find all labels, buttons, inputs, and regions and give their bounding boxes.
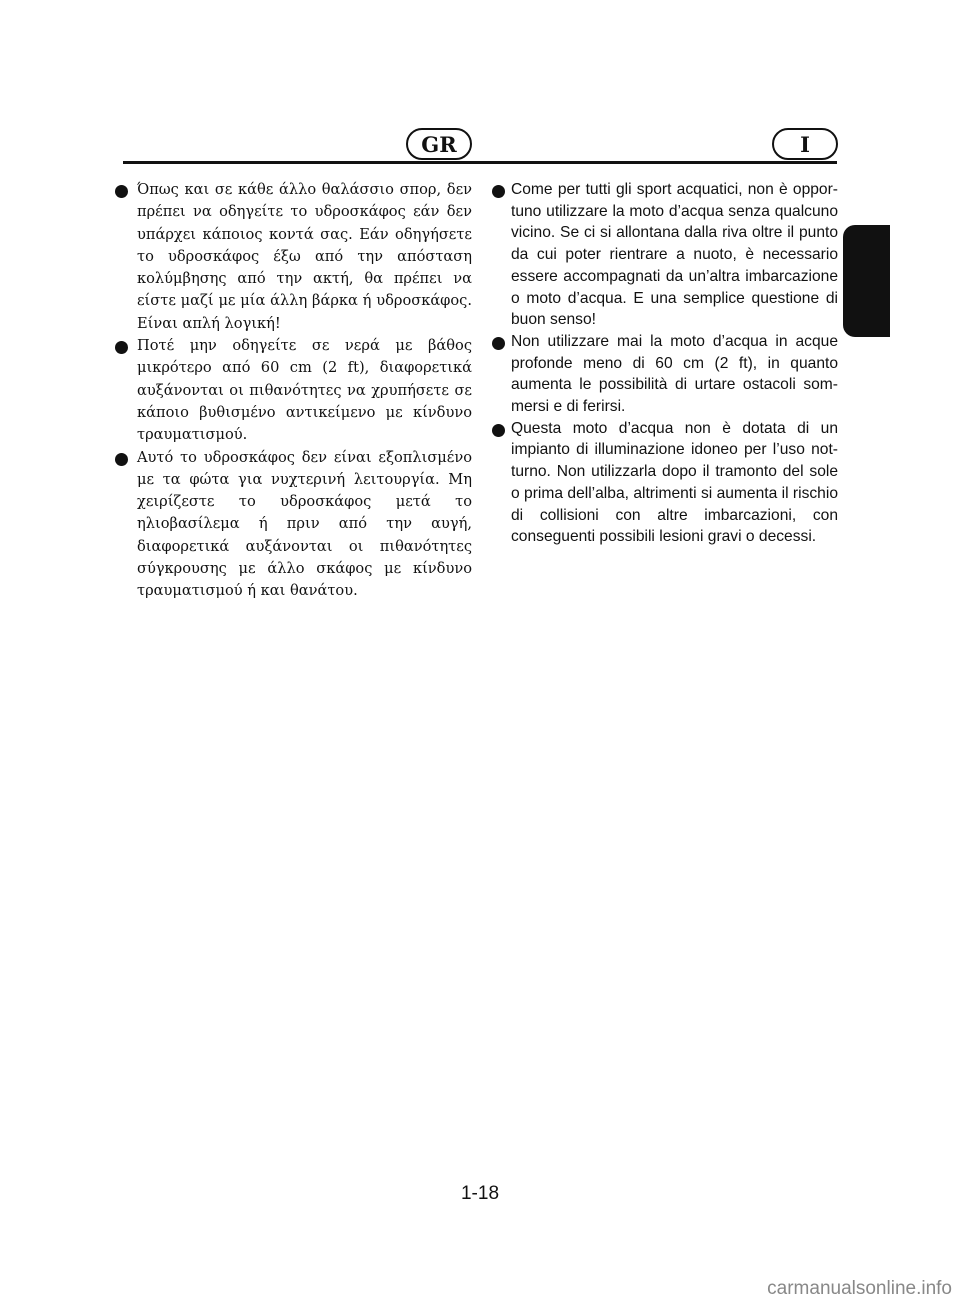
language-badge-italian: I <box>772 128 838 160</box>
bullet-icon <box>115 453 128 466</box>
italian-column <box>511 179 838 548</box>
bullet-icon <box>492 337 505 350</box>
greek-item-text: Όπως και σε κάθε άλλο θαλάσσιο σπορ, δεν πρέπει να οδηγείτε το υδροσκάφος εάν δεν υπάρχει κάποιος κοντά σας. Εάν οδηγήσετε το υδροσκάφος έξω από την απόσταση κολύμβησης από την ακτή, θα πρέπει να είστε μαζί με μία άλλη βάρκα ή υδροσκάφος. Είναι απλή λογική! <box>137 181 472 332</box>
greek-bullet-item <box>137 179 472 335</box>
bullet-icon <box>492 424 505 437</box>
italian-item-text: Non utilizzare mai la moto d’acqua in acque profonde meno di 60 cm (2 ft), in quanto aumenta le possibilità di urtare ostacoli sommersi e di ferirsi. <box>511 332 838 416</box>
section-tab-marker <box>843 225 890 337</box>
greek-column <box>137 179 472 603</box>
bullet-icon <box>115 341 128 354</box>
header-rule <box>123 161 837 164</box>
bullet-icon <box>492 185 505 198</box>
bullet-icon <box>115 185 128 198</box>
language-badge-greek: GR <box>406 128 472 160</box>
italian-bullet-item <box>511 418 838 548</box>
page-number: 1-18 <box>460 1183 500 1204</box>
watermark: carmanualsonline.info <box>767 1278 952 1299</box>
italian-item-text: Come per tutti gli sport acquatici, non è opportuno utilizzare la moto d’acqua senza qualcuno vicino. Se ci si allontana dalla riva oltre il punto da cui poter rientrare a nuoto, è necessario essere accompagnati da un’altra imbarcazione o moto d’acqua. E una semplice questione di buon senso! <box>511 181 838 329</box>
greek-item-text: Αυτό το υδροσκάφος δεν είναι εξοπλισμένο με τα φώτα για νυχτερινή λειτουργία. Μη χειρίζεστε το υδροσκάφος μετά το ηλιοβασίλεμα ή πριν από την αυγή, διαφορετικά αυξάνονται οι πιθανότητες σύγκρουσης με άλλο σκάφος με κίνδυνο τραυματισμού ή και θανάτου. <box>137 448 472 600</box>
italian-item-text: Questa moto d’acqua non è dotata di un impianto di illuminazione idoneo per l’uso notturno. Non utilizzarla dopo il tramonto del sole o prima dell’alba, altrimenti si aumenta il rischio di collisioni con altre imbarcazioni, con conseguenti possibili lesioni gravi o decessi. <box>511 419 838 546</box>
greek-item-text: Ποτέ μην οδηγείτε σε νερά με βάθος μικρότερο από 60 cm (2 ft), διαφορετικά αυξάνονται οι πιθανότητες να χρυπήσετε σε κάποιο βυθισμένο αντικείμενο με κίνδυνο τραυματισμού. <box>137 337 472 444</box>
greek-bullet-item <box>137 447 472 603</box>
italian-bullet-item <box>511 179 838 331</box>
italian-bullet-item <box>511 331 838 418</box>
greek-bullet-item <box>137 335 472 446</box>
